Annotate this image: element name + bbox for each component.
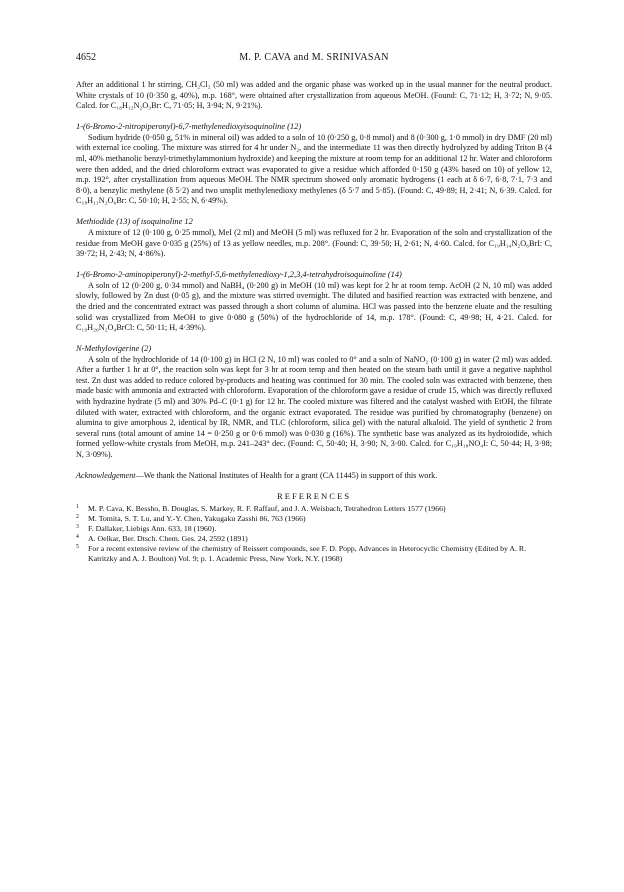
references-list [76,504,552,564]
section-heading-2: N-Methylovigerine (2) [76,343,152,353]
reference-item [76,514,552,524]
reference-text: A. Oelkar, Ber. Dtsch. Chem. Ges. 24, 2592 (1891) [88,534,248,544]
reference-item [76,524,552,534]
page-header [76,52,552,68]
reference-number: 2 [76,514,79,521]
section-text-14: A soln of 12 (0·200 g, 0·34 mmol) and NaBH₄ (0·200 g) in MeOH (10 ml) was kept for 2 hr at room temp. AcOH (2 N, 10 ml) was added slowly, followed by Zn dust (0·05 g), and the mixture was stirred overnight. The diluted and basified reaction was extracted with benzene, and the dried and the concentrated extract was passed through a short column of alumina. HCl was passed into the benzene eluate and the resulting solid was crystallized from MeOH to give 0·080 g (50%) of the hydrochloride of 14, m.p. 178°. (Found: C, 49·98; H, 4·21. Calcd. for C₁₉H₂₀N₂O₄BrCl: C, 50·11; H, 4·39%). [76,280,552,333]
reference-number: 3 [76,524,79,531]
reference-text: F. Dallaker, Liebigs Ann. 633, 18 (1960). [88,524,217,534]
journal-page [76,52,552,564]
page-number: 4652 [76,52,96,63]
references-title: REFERENCES [277,491,351,502]
reference-item [76,544,552,564]
section-heading-12: 1-(6-Bromo-2-nitropiperonyl)-6,7-methylenedioxyisoquinoline (12) [76,121,302,131]
reference-number: 1 [76,504,79,511]
section-heading-13: Methiodide (13) of isoquinoline 12 [76,216,193,226]
reference-text: M. P. Cava, K. Bessho, B. Douglas, S. Markey, R. F. Raffauf, and J. A. Weisbach, Tetrahedron Letters 1577 (1966) [88,504,446,514]
reference-item [76,504,552,514]
reference-text: M. Tomita, S. T. Lu, and Y.-Y. Chen, Yakugaku Zasshi 86, 763 (1966) [88,514,306,524]
reference-number: 4 [76,534,79,541]
running-title: M. P. CAVA and M. SRINIVASAN [239,52,389,63]
section-text-13: A mixture of 12 (0·100 g, 0·25 mmol), MeI (2 ml) and MeOH (5 ml) was refluxed for 2 hr. Evaporation of the soln and crystallization of the residue from MeOH gave 0·035 g (25%) of 13 as yellow needles, m.p. 208°. (Found: C, 39·50; H, 2·61; N, 4·60. Calcd. for C₁₉H₁₄N₂O₆BrI: C, 39·72; H, 2·43; N, 4·86%). [76,227,552,259]
section-text-2: A soln of the hydrochloride of 14 (0·100 g) in HCl (2 N, 10 ml) was cooled to 0° and a soln of NaNO₂ (0·100 g) in water (2 ml) was added. After a further 1 hr at 0°, the reaction soln was kept for 3 hr at room temp and then heated on the steam bath until it gave a negative naphthol test. Zn dust was added to reduce colored by-products and heating was continued for 30 min. The cooled soln was extracted with benzene, then made basic with ammonia and extracted with chloroform. Evaporation of the chloroform gave a residue of crude 15, which was directly refluxed with hydrazine hydrate (5 ml) and 30% Pd–C (0·1 g) for 12 hr. The cooled mixture was filtered and the catalyst washed with EtOH, the filtrate diluted with water, extracted with chloroform, and the organic extract evaporated. The residue was purified by chromatography (benzene) on alumina to give amorphous 2, identical by IR, NMR, and TLC (chloroform, silica gel) with the natural alkaloid. The yield of synthetic 2 from several runs (total amount of amine 14 = 0·250 g or 0·6 mmol) was 0·030 g (16%). The synthetic base was analyzed as its hydroiodide, which formed yellow-white crystals from MeOH, m.p. 241–243° dec. (Found: C, 50·40; H, 3·90; N, 3·00. Calcd. for C₁₉H₁₈NO₄I: C, 50·44; H, 3·98; N, 3·09%). [76,354,552,460]
acknowledgement-text: —We thank the National Institutes of Health for a grant (CA 11445) in support of this work. [135,470,438,480]
reference-item [76,534,552,544]
section-text-12: Sodium hydride (0·050 g, 51% in mineral oil) was added to a soln of 10 (0·250 g, 0·8 mmol) and 8 (0·300 g, 1·0 mmol) in dry DMF (20 ml) with external ice cooling. The mixture was stirred for 4 hr under N₂, and the intermediate 11 was then directly hydrolyzed by adding Triton B (4 ml, 40% methanolic benzyl-trimethylammonium hydroxide) and keeping the mixture at room temp for an additional 12 hr. Water and chloroform were then added, and the dried chloroform extract was evaporated to give a residue which afforded 0·150 g (43% based on 10) of yellow 12, m.p. 192°, after crystallization from aqueous MeOH. The NMR spectrum showed only aromatic hydrogens (1 each at δ 6·7, 6·8, 7·1, 7·3 and 8·0), a benzylic methylene (δ 5·2) and two unsplit methylenedioxy methylenes (δ 5·7 and 5·85). (Found: C, 49·89; H, 2·41; N, 6·39. Calcd. for C₁₈H₁₁N₂O₆Br: C, 50·10; H, 2·55; N, 6·49%). [76,132,552,206]
acknowledgement [76,471,552,482]
reference-text: For a recent extensive review of the chemistry of Reissert compounds, see F. D. Popp, Advances in Heterocyclic Chemistry (Edited by A. R. Katritzky and A. J. Boulton) Vol. 9; p. 1. Academic Press, New York, N.Y. (1968) [88,544,527,564]
section-heading-14: 1-(6-Bromo-2-aminopiperonyl)-2-methyl-5,6-methylenedioxy-1,2,3,4-tetrahydroisoquinoline (14) [76,269,402,279]
intro-paragraph: After an additional 1 hr stirring, CH₂Cl₂ (50 ml) was added and the organic phase was worked up in the usual manner for the neutral product. White crystals of 10 (0·350 g, 40%), m.p. 168°, were obtained after crystallization from aqueous MeOH. (Found: C, 71·12; H, 3·72; N, 9·05. Calcd. for C₁₈H₁₂N₂O₃Br: C, 71·05; H, 3·94; N, 9·21%). [76,80,552,111]
reference-number: 5 [76,544,79,551]
acknowledgement-lead: Acknowledgement [76,470,136,480]
